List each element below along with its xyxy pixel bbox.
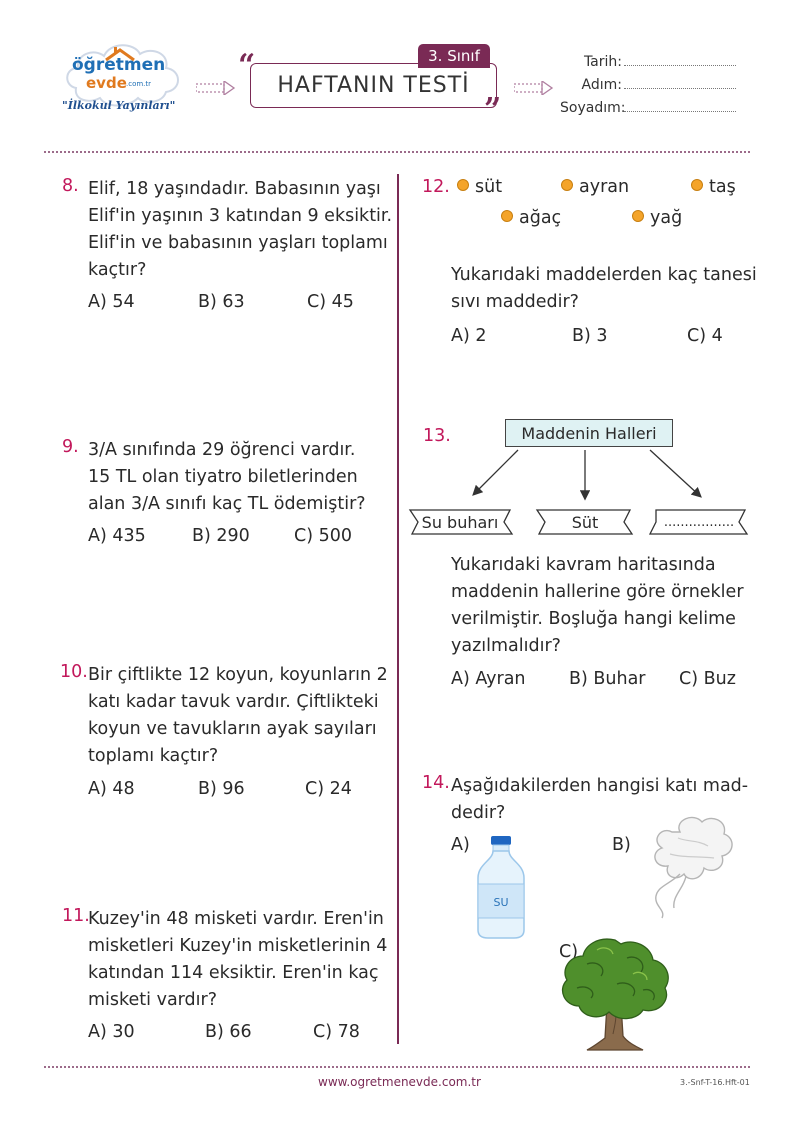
question-number: 9. — [62, 437, 79, 457]
question-number: 13. — [423, 426, 451, 446]
option-c[interactable]: C) 45 — [307, 292, 354, 312]
option-c[interactable]: C) Buz — [679, 669, 736, 689]
option-b[interactable]: B) — [612, 835, 631, 855]
page-title: HAFTANIN TESTİ — [277, 73, 470, 98]
question-number: 11. — [62, 906, 90, 926]
question-line: kaçtır? — [88, 260, 147, 280]
bullet-icon — [632, 210, 644, 222]
question-line: Elif'in yaşının 3 katından 9 eksiktir. — [88, 206, 393, 226]
option-a[interactable]: A) 30 — [88, 1022, 135, 1042]
surname-blank[interactable] — [624, 101, 736, 112]
question-line: yazılmalıdır? — [451, 636, 561, 656]
question-11-text — [88, 906, 387, 1014]
water-bottle-icon[interactable] — [474, 834, 528, 940]
question-line: Kuzey'in 48 misketi vardır. Eren'in — [88, 909, 384, 929]
question-10-text — [88, 662, 388, 770]
bullet-icon — [561, 179, 573, 191]
question-13-text — [451, 552, 744, 660]
bullet-icon — [457, 179, 469, 191]
option-b[interactable]: B) 96 — [198, 779, 245, 799]
option-a[interactable]: A) 435 — [88, 526, 146, 546]
question-12-text — [451, 262, 757, 316]
document-code: 3.-Snf-T-16.Hft-01 — [680, 1078, 750, 1087]
option-a[interactable]: A) 48 — [88, 779, 135, 799]
logo-domain: .com.tr — [126, 80, 152, 88]
question-line: toplamı kaçtır? — [88, 746, 219, 766]
question-line: alan 3/A sınıfı kaç TL ödemiştir? — [88, 494, 366, 514]
option-c[interactable]: C) — [559, 942, 579, 962]
question-number: 14. — [422, 773, 450, 793]
question-number: 12. — [422, 177, 450, 197]
bullet-icon — [501, 210, 513, 222]
question-line: misketi vardır? — [88, 990, 218, 1010]
bottle-label: SU — [493, 896, 509, 909]
matter-item — [501, 205, 561, 232]
question-line: Elif, 18 yaşındadır. Babasının yaşı — [88, 179, 381, 199]
option-a[interactable]: A) 2 — [451, 326, 487, 346]
question-number: 8. — [62, 176, 79, 196]
option-b[interactable]: B) Buhar — [569, 669, 646, 689]
matter-item-label: ağaç — [519, 208, 562, 228]
arrow-decoration-icon — [196, 80, 236, 99]
logo-text: öğretmen — [72, 55, 166, 75]
question-line: Elif'in ve babasının yaşları toplamı — [88, 233, 388, 253]
option-b[interactable]: B) 3 — [572, 326, 608, 346]
concept-map-item: Süt — [571, 512, 599, 532]
question-line: katı kadar tavuk vardır. Çiftlikteki — [88, 692, 379, 712]
option-c[interactable]: C) 4 — [687, 326, 723, 346]
question-line: Bir çiftlikte 12 koyun, koyunların 2 — [88, 665, 388, 685]
footer-divider — [44, 1066, 750, 1068]
question-8-text — [88, 176, 392, 284]
name-blank[interactable] — [624, 78, 736, 89]
concept-map-item: Su buharı — [421, 512, 499, 532]
option-b[interactable]: B) 63 — [198, 292, 245, 312]
option-a[interactable]: A) 54 — [88, 292, 135, 312]
bullet-icon — [691, 179, 703, 191]
concept-map-blank[interactable]: ................. — [663, 514, 735, 530]
matter-item-label: taş — [709, 177, 736, 197]
question-line: Yukarıdaki kavram haritasında — [451, 555, 716, 575]
name-label: Adım: — [581, 77, 622, 93]
question-9-text — [88, 437, 366, 518]
matter-item — [457, 174, 502, 201]
option-a[interactable]: A) Ayran — [451, 669, 526, 689]
matter-item — [561, 174, 629, 201]
option-c[interactable]: C) 24 — [305, 779, 352, 799]
option-a[interactable]: A) — [451, 835, 470, 855]
quote-close-icon: ” — [484, 92, 502, 127]
question-line: sıvı maddedir? — [451, 292, 579, 312]
header-divider — [44, 151, 750, 153]
option-c[interactable]: C) 500 — [294, 526, 353, 546]
question-line: dedir? — [451, 803, 506, 823]
question-line: misketleri Kuzey'in misketlerinin 4 — [88, 936, 388, 956]
date-blank[interactable] — [624, 55, 736, 66]
question-line: koyun ve tavukların ayak sayıları — [88, 719, 377, 739]
matter-item — [632, 205, 682, 232]
question-line: Yukarıdaki maddelerden kaç tanesi — [451, 265, 757, 285]
surname-field[interactable] — [560, 100, 736, 116]
name-field[interactable] — [560, 77, 736, 93]
matter-item — [691, 174, 736, 201]
option-b[interactable]: B) 290 — [192, 526, 250, 546]
date-field[interactable] — [560, 54, 736, 70]
tree-icon[interactable] — [557, 934, 673, 1056]
matter-item-label: yağ — [650, 208, 683, 228]
question-line: verilmiştir. Boşluğa hangi kelime — [451, 609, 736, 629]
footer-website-link[interactable]: www.ogretmenevde.com.tr — [318, 1075, 481, 1089]
question-line: 15 TL olan tiyatro biletlerinden — [88, 467, 358, 487]
option-c[interactable]: C) 78 — [313, 1022, 360, 1042]
quote-open-icon: “ — [238, 48, 256, 83]
question-line: katından 114 eksiktir. Eren'in kaç — [88, 963, 379, 983]
arrow-decoration-icon — [514, 80, 554, 99]
question-number: 10. — [60, 662, 88, 682]
surname-label: Soyadım: — [560, 100, 626, 116]
logo-subtext: evde — [86, 74, 127, 92]
question-line: Aşağıdakilerden hangisi katı mad- — [451, 776, 749, 796]
title-box — [250, 63, 497, 108]
matter-item-label: ayran — [579, 177, 630, 197]
matter-item-label: süt — [475, 177, 503, 197]
logo-tagline: "İlkokul Yayınları" — [62, 99, 176, 112]
question-line: 3/A sınıfında 29 öğrenci vardır. — [88, 440, 356, 460]
steam-icon[interactable] — [640, 812, 738, 924]
column-divider — [397, 174, 399, 1044]
question-line: maddenin hallerine göre örnekler — [451, 582, 744, 602]
option-b[interactable]: B) 66 — [205, 1022, 252, 1042]
concept-map-title: Maddenin Halleri — [505, 419, 673, 447]
date-label: Tarih: — [583, 54, 622, 70]
grade-badge: 3. Sınıf — [418, 44, 490, 68]
